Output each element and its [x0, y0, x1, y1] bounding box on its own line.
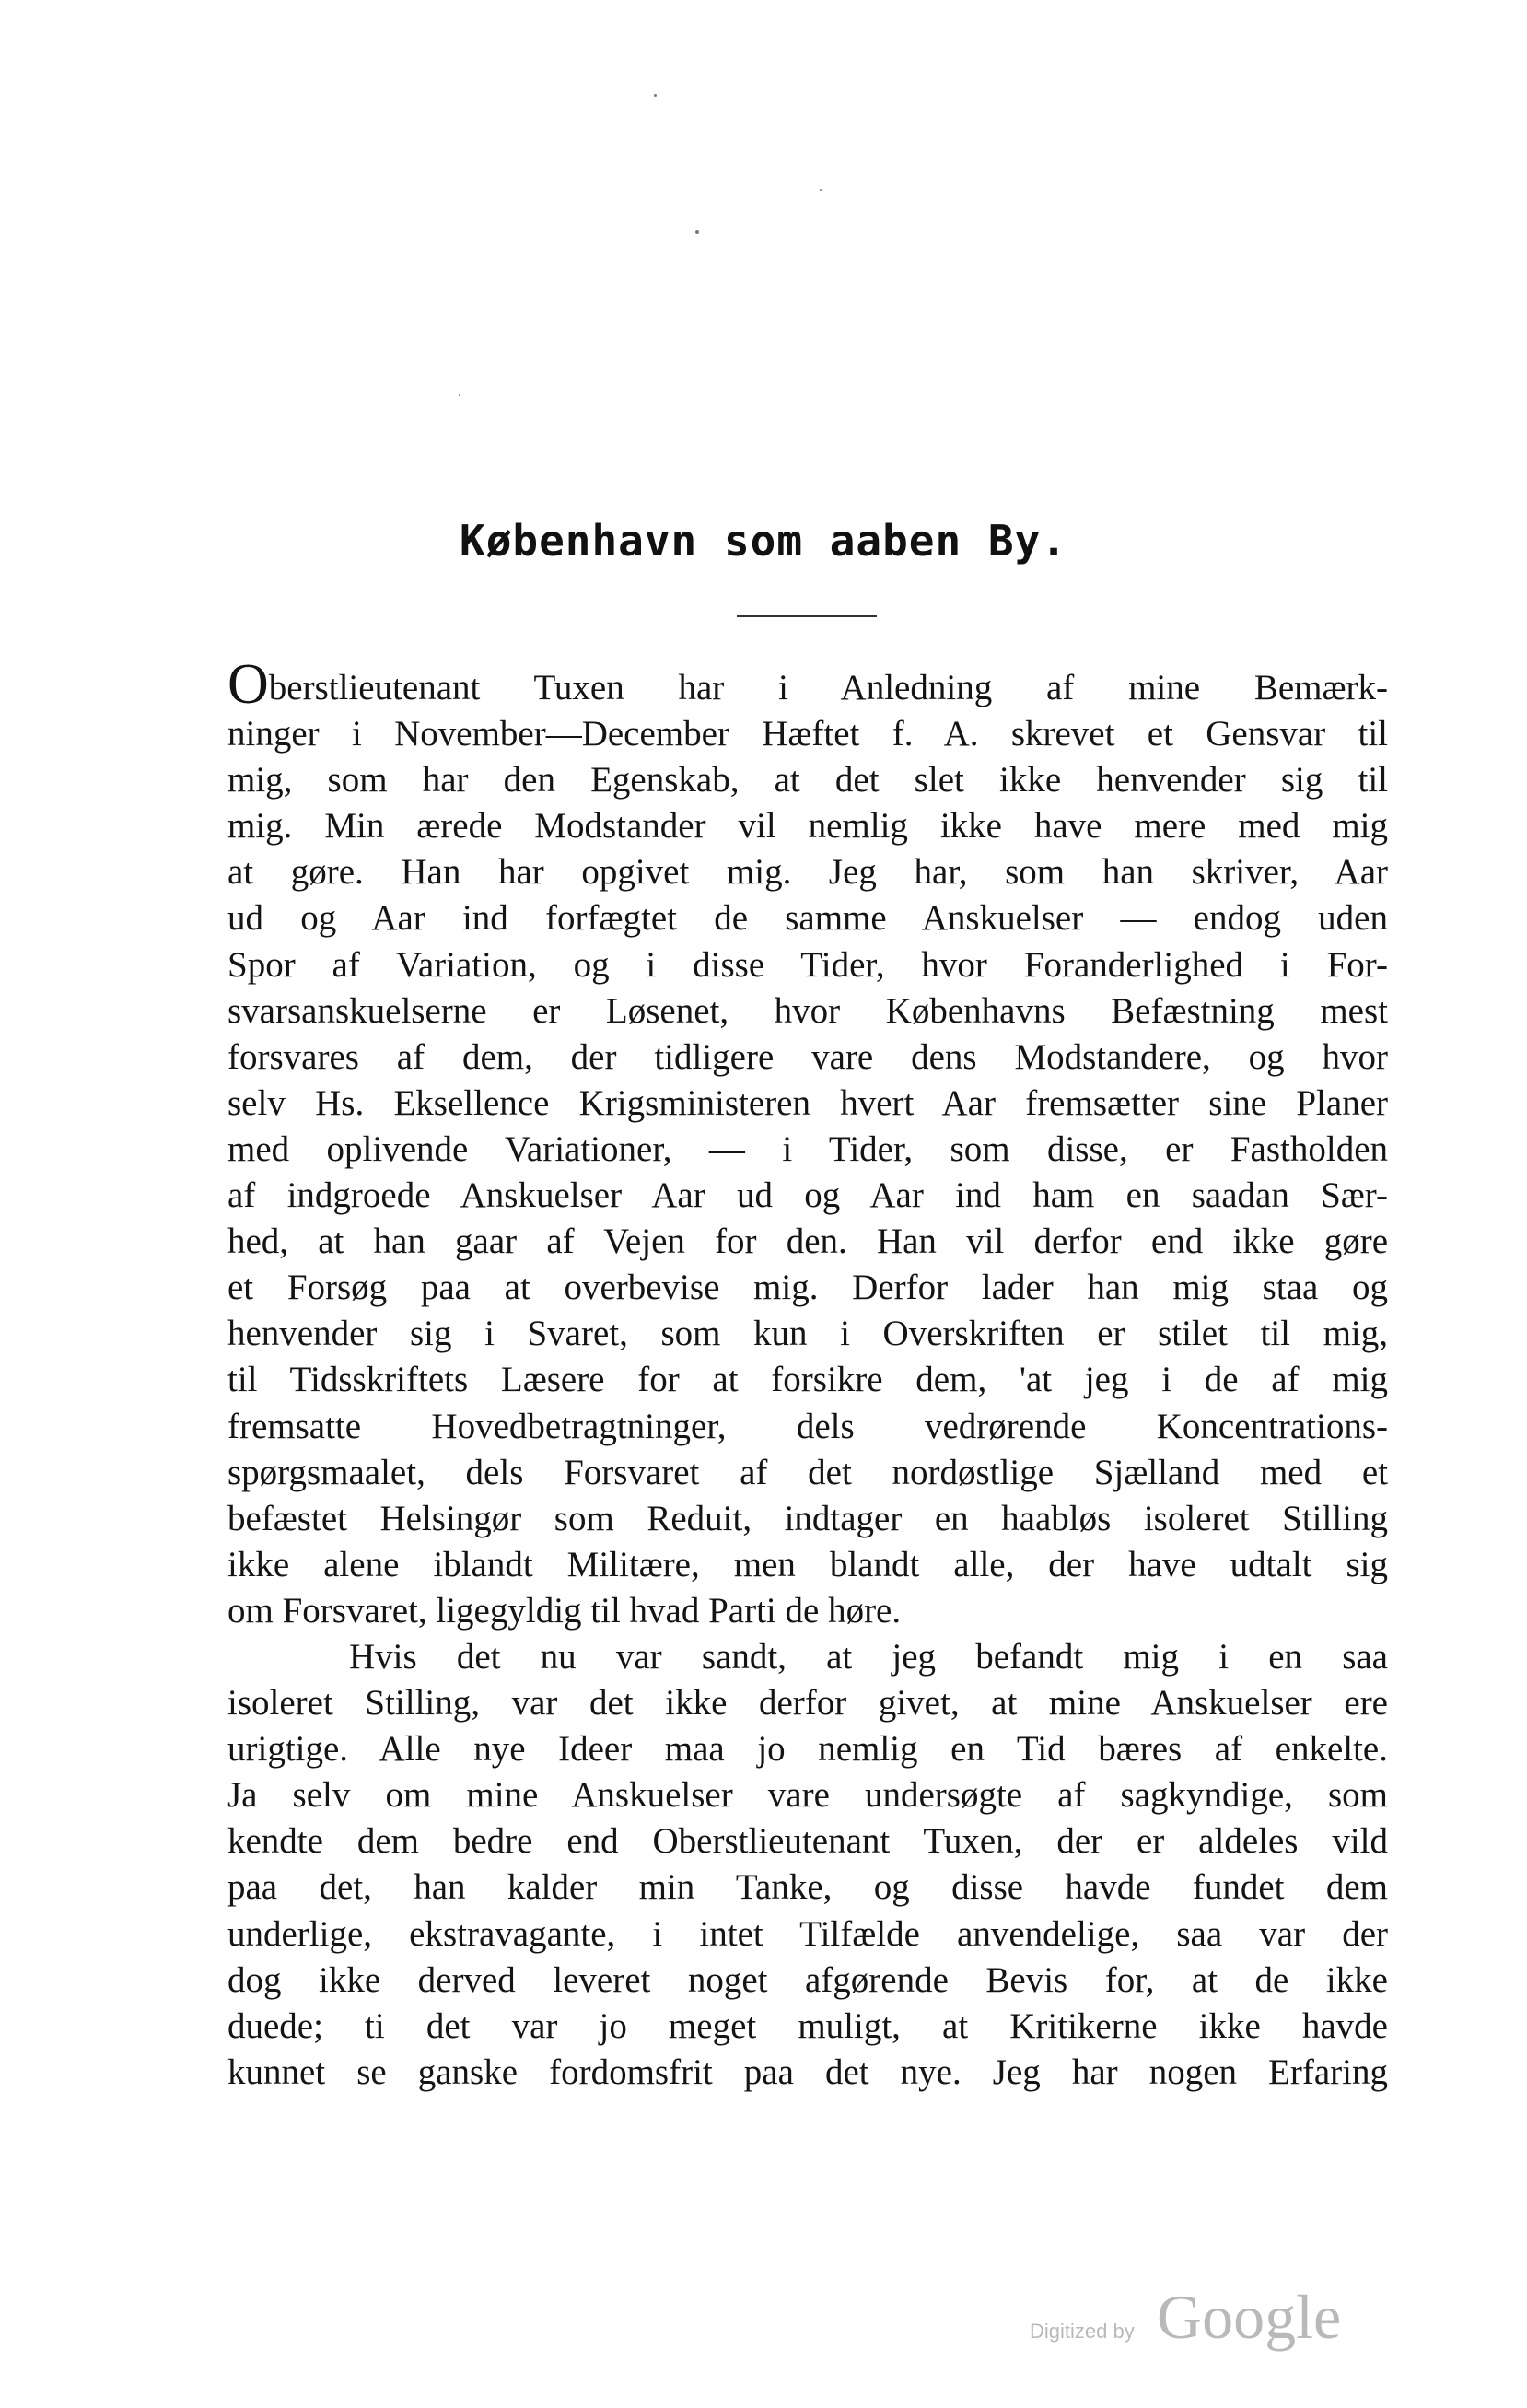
text-line-content: at gøre. Han har opgivet mig. Jeg har, som han skriver, Aar: [227, 852, 1388, 893]
text-line-content: ud og Aar ind forfægtet de samme Anskuelser — endog uden: [227, 898, 1388, 939]
text-line: [227, 757, 1388, 803]
text-line-content: et Forsøg paa at overbevise mig. Derfor lader han mig staa og: [227, 1268, 1388, 1308]
text-line-content: fremsatte Hovedbetragtninger, dels vedrørende Koncentrations-: [227, 1406, 1388, 1446]
text-line-content: af indgroede Anskuelser Aar ud og Aar ind ham en saadan Sær-: [227, 1175, 1388, 1216]
text-line: [227, 942, 1388, 988]
text-line-content: ninger i November—December Hæftet f. A. skrevet et Gensvar til: [227, 714, 1388, 754]
drop-cap: O: [227, 653, 269, 716]
text-line-content: mig, som har den Egenskab, at det slet ikke henvender sig til: [227, 760, 1388, 801]
text-line: urigtige. Alle nye Ideer maa jo nemlig en Tid bæres af enkelte.: [227, 1729, 1388, 1770]
text-line: kendte dem bedre end Oberstlieutenant Tuxen, der er aldeles vild: [227, 1821, 1388, 1862]
paragraph-2: [227, 1634, 1388, 2096]
text-line-content: mig. Min ærede Modstander vil nemlig ikke have mere med mig: [227, 806, 1388, 847]
text-line: isoleret Stilling, var det ikke derfor givet, at mine Anskuelser ere: [227, 1683, 1388, 1724]
title-divider: [737, 615, 877, 617]
text-line-content: befæstet Helsingør som Reduit, indtager en haabløs isoleret Stilling: [227, 1498, 1388, 1538]
text-line-content: til Tidsskriftets Læsere for at forsikre dem, 'at jeg i de af mig: [227, 1360, 1388, 1400]
chapter-title: København som aaben By.: [460, 516, 1067, 566]
text-line-content: Spor af Variation, og i disse Tider, hvor Foranderlighed i For-: [227, 944, 1388, 985]
text-line: [227, 1450, 1388, 1496]
text-line-content: henvender sig i Svaret, som kun i Overskriften er stilet til mig,: [227, 1314, 1388, 1354]
text-line: [227, 1081, 1388, 1127]
watermark-prefix: Digitized by: [1030, 2320, 1135, 2343]
scan-speck: [695, 230, 699, 234]
text-line: kunnet se ganske fordomsfrit paa det nye. Jeg har nogen Erfaring: [227, 2051, 1388, 2092]
text-line-content: om Forsvaret, ligegyldig til hvad Parti de høre.: [227, 1590, 902, 1631]
text-line: duede; ti det var jo meget muligt, at Kritikerne ikke havde: [227, 2005, 1388, 2046]
digitization-watermark: [1030, 2282, 1343, 2352]
scan-speck: [820, 189, 822, 191]
text-line: [227, 849, 1388, 895]
text-line: [227, 988, 1388, 1035]
text-line-content: med oplivende Variationer, — i Tider, som disse, er Fastholden: [227, 1128, 1388, 1169]
text-line: underlige, ekstravagante, i intet Tilfælde anvendelige, saa var der: [227, 1913, 1388, 1954]
text-line: [227, 1357, 1388, 1403]
text-line: [227, 653, 1388, 716]
text-line: [227, 1404, 1388, 1450]
text-line: dog ikke derved leveret noget afgørende Bevis for, at de ikke: [227, 1959, 1388, 2000]
text-line: [227, 711, 1388, 757]
text-line: [227, 1311, 1388, 1357]
text-line: paa det, han kalder min Tanke, og disse havde fundet dem: [227, 1867, 1388, 1908]
scan-speck: [654, 94, 657, 97]
text-line: [227, 1496, 1388, 1542]
text-line: Ja selv om mine Anskuelser vare undersøgte af sagkyndige, som: [227, 1775, 1388, 1816]
text-line: [227, 1035, 1388, 1081]
text-line-content: svarsanskuelserne er Løsenet, hvor Københavns Befæstning mest: [227, 990, 1388, 1031]
text-line-content: spørgsmaalet, dels Forsvaret af det nordøstlige Sjælland med et: [227, 1452, 1388, 1492]
text-line: [227, 1542, 1388, 1588]
text-line: [227, 1173, 1388, 1219]
text-line-content: selv Hs. Eksellence Krigsministeren hvert Aar fremsætter sine Planer: [227, 1082, 1388, 1123]
text-line: Hvis det nu var sandt, at jeg befandt mig i en saa: [349, 1636, 1388, 1677]
text-line: [227, 1588, 1388, 1634]
text-line-content: hed, at han gaar af Vejen for den. Han vil derfor end ikke gøre: [227, 1222, 1388, 1262]
body-text: [227, 653, 1388, 2096]
text-line-content: forsvares af dem, der tidligere vare dens Modstandere, og hvor: [227, 1036, 1388, 1077]
text-line-content: berstlieutenant Tuxen har i Anledning af mine Bemærk-: [268, 668, 1388, 707]
text-line: [227, 1265, 1388, 1311]
scan-speck: [459, 394, 460, 396]
text-line: [227, 803, 1388, 849]
paragraph-1: [227, 653, 1388, 1634]
text-line-content: ikke alene iblandt Militære, men blandt alle, der have udtalt sig: [227, 1544, 1388, 1584]
text-line: [227, 1219, 1388, 1265]
text-line: [227, 895, 1388, 941]
google-logo: Google: [1157, 2282, 1342, 2352]
text-line: [227, 1127, 1388, 1173]
